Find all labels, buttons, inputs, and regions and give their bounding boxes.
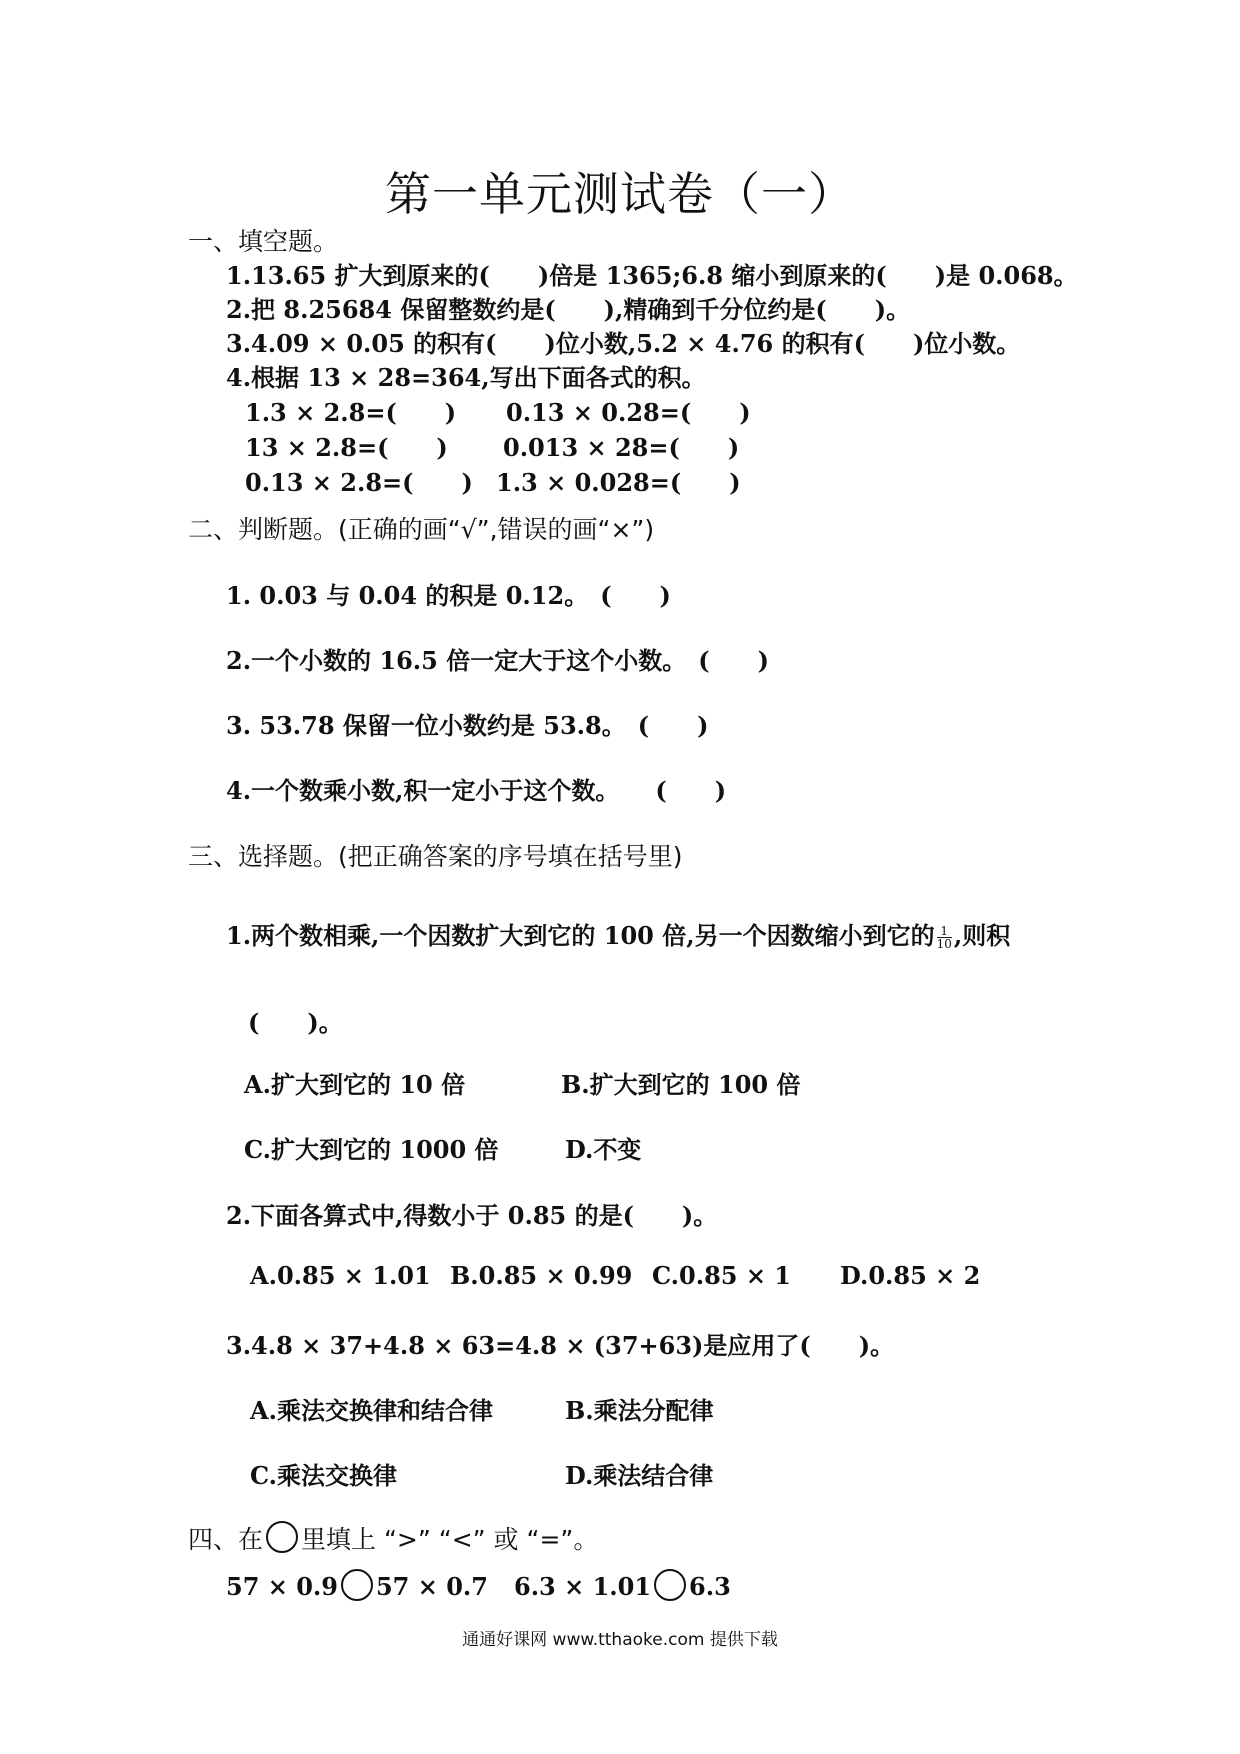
s1-question-2: 2.把 8.25684 保留整数约是( ),精确到千分位约是( )。 [226,295,911,324]
s2-question-3: 3. 53.78 保留一位小数约是 53.8。 ( ) [226,711,709,740]
s3-q1-blank: ( )。 [248,1008,343,1037]
fraction-denominator: 10 [936,937,952,951]
s1-q4-item: 1.3 × 2.8=( ) [245,398,457,427]
s3-question-2: 2.下面各算式中,得数小于 0.85 的是( )。 [226,1201,718,1230]
s3-q3-option-c: C.乘法交换律 [250,1461,398,1490]
section-4-heading [188,1520,598,1557]
section-3-heading: 三、选择题。(把正确答案的序号填在括号里) [188,842,683,871]
footer-watermark: 通通好课网 www.tthaoke.com 提供下载 [462,1630,778,1650]
fraction-numerator: 1 [937,925,952,938]
comparison-circle[interactable] [341,1569,373,1601]
s1-q4-item: 0.13 × 0.28=( ) [506,398,751,427]
comparison-circle[interactable] [654,1569,686,1601]
s3-q1-text: 1.两个数相乘,一个因数扩大到它的 100 倍,另一个因数缩小到它的 [226,921,935,950]
circle-icon [266,1521,298,1553]
s4-e2-right: 6.3 [689,1572,731,1601]
s3-q1-option-b: B.扩大到它的 100 倍 [561,1070,801,1099]
s3-q1-option-c: C.扩大到它的 1000 倍 [244,1135,499,1164]
s3-q3-option-b: B.乘法分配律 [565,1396,714,1425]
s1-q4-item: 1.3 × 0.028=( ) [496,468,741,497]
s3-q2-option-a: A.0.85 × 1.01 [250,1261,431,1290]
s1-q4-item: 0.13 × 2.8=( ) [245,468,473,497]
s3-q2-option-b: B.0.85 × 0.99 [450,1261,633,1290]
s3-q1-option-a: A.扩大到它的 10 倍 [244,1070,466,1099]
s4-heading-post: 里填上 “>” “<” 或 “=”。 [301,1525,599,1554]
s1-question-1: 1.13.65 扩大到原来的( )倍是 1365;6.8 缩小到原来的( )是 0.068。 [226,261,1078,290]
s4-comparison-2 [514,1572,731,1605]
s3-q3-option-d: D.乘法结合律 [565,1461,714,1490]
s1-q4-item: 13 × 2.8=( ) [245,433,448,462]
s4-comparison-1 [226,1572,488,1605]
s2-question-1: 1. 0.03 与 0.04 的积是 0.12。 ( ) [226,581,671,610]
section-2-heading: 二、判断题。(正确的画“√”,错误的画“×”) [188,515,655,544]
s4-e1-right: 57 × 0.7 [375,1572,488,1601]
s1-question-4: 4.根据 13 × 28=364,写出下面各式的积。 [226,363,706,392]
s3-q2-option-c: C.0.85 × 1 [652,1261,792,1290]
s2-question-2: 2.一个小数的 16.5 倍一定大于这个小数。 ( ) [226,646,769,675]
page-title: 第一单元测试卷（一） [385,167,855,221]
s4-e2-left: 6.3 × 1.01 [514,1572,652,1601]
s3-q2-option-d: D.0.85 × 2 [840,1261,981,1290]
s2-question-4: 4.一个数乘小数,积一定小于这个数。 ( ) [226,776,727,805]
s3-q1-tail: ,则积 [953,921,1011,950]
s4-e1-left: 57 × 0.9 [226,1572,338,1601]
s1-question-3: 3.4.09 × 0.05 的积有( )位小数,5.2 × 4.76 的积有( )位小数。 [226,329,1021,358]
s3-question-1 [226,916,1010,951]
section-1-heading: 一、填空题。 [188,227,339,256]
fraction-one-tenth [937,925,952,950]
s1-q4-item: 0.013 × 28=( ) [503,433,740,462]
s3-question-3: 3.4.8 × 37+4.8 × 63=4.8 × (37+63)是应用了( )。 [226,1331,895,1360]
s3-q3-option-a: A.乘法交换律和结合律 [250,1396,493,1425]
s3-q1-option-d: D.不变 [565,1135,642,1164]
s4-heading-pre: 四、在 [188,1525,264,1554]
